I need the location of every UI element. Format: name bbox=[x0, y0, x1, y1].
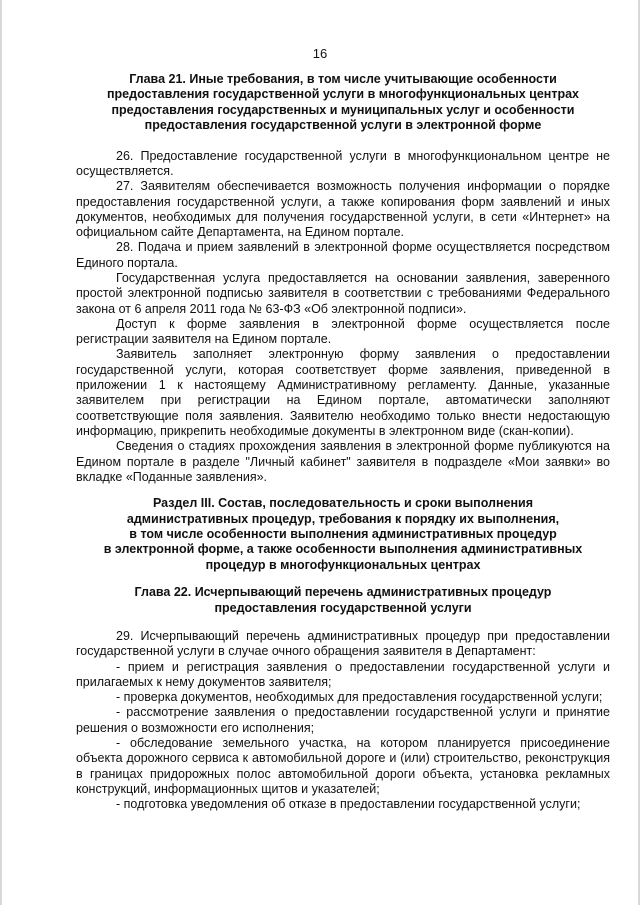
paragraph-29-intro: 29. Исчерпывающий перечень административных процедур при предоставлении государственной услуги в случае очного обращения заявителя в Департамент: bbox=[76, 629, 610, 659]
paragraph-28-form: Заявитель заполняет электронную форму заявления о предоставлении государственной услуги, которая соответствует форме заявления, приведенной в приложении 1 к настоящему Административному регламенту. Данные, указанные заявителем при регистрации на Едином портале, автоматически заполняют соответствующие поля заявления. Заявителю необходимо только внести недостающую информацию, прикрепить необходимые документы в электронном виде (скан-копии). bbox=[76, 347, 610, 438]
paragraph-28-status: Сведения о стадиях прохождения заявления в электронной форме публикуются на Едином портале в разделе "Личный кабинет" заявителя в подразделе «Мои заявки» во вкладке «Поданные заявления». bbox=[76, 439, 610, 484]
paragraph-28-signature: Государственная услуга предоставляется на основании заявления, заверенного простой электронной подписью заявителя в соответствии с требованиями Федерального закона от 6 апреля 2011 года № 63-ФЗ «Об электронной подписи». bbox=[76, 271, 610, 316]
paragraph-27: 27. Заявителям обеспечивается возможность получения информации о порядке предоставления государственной услуги, а также копирования форм заявлений и иных документов, необходимых для получения государственной услуги, в сети «Интернет» на официальном сайте Департамента, на Едином портале. bbox=[76, 179, 610, 240]
heading-line: предоставления государственной услуги bbox=[214, 600, 472, 615]
heading-line: предоставления государственной услуги в многофункциональных центрах bbox=[107, 87, 579, 102]
paragraph-28-access: Доступ к форме заявления в электронной форме осуществляется после регистрации заявителя на Едином портале. bbox=[76, 316, 610, 347]
list-item: - подготовка уведомления об отказе в предоставлении государственной услуги; bbox=[116, 797, 581, 812]
heading-line: административных процедур, требования к порядку их выполнения, bbox=[126, 511, 560, 526]
chapter-22-heading bbox=[76, 585, 610, 616]
heading-line: Раздел III. Состав, последовательность и сроки выполнения bbox=[153, 496, 533, 511]
heading-line: предоставления государственных и муниципальных услуг и особенности bbox=[111, 102, 575, 117]
list-item: - проверка документов, необходимых для предоставления государственной услуги; bbox=[116, 690, 603, 705]
document-body bbox=[76, 72, 610, 813]
heading-line: предоставления государственной услуги в электронной форме bbox=[144, 118, 542, 133]
chapter-21-heading bbox=[76, 72, 610, 134]
paragraph-28: 28. Подача и прием заявлений в электронной форме осуществляется посредством Единого портала. bbox=[76, 240, 610, 270]
heading-line: Глава 22. Исчерпывающий перечень административных процедур bbox=[134, 585, 552, 600]
paragraph-26: 26. Предоставление государственной услуги в многофункциональном центре не осуществляется. bbox=[76, 148, 610, 178]
list-item: - рассмотрение заявления о предоставлении государственной услуги и принятие решения о возможности его исполнения; bbox=[76, 705, 610, 735]
heading-line: в электронной форме, а также особенности выполнения административных bbox=[103, 542, 583, 557]
heading-line: в том числе особенности выполнения административных процедур bbox=[129, 526, 557, 541]
list-item: - прием и регистрация заявления о предоставлении государственной услуги и прилагаемых к нему документов заявителя; bbox=[76, 659, 610, 689]
heading-line: процедур в многофункциональных центрах bbox=[205, 557, 481, 572]
heading-line: Глава 21. Иные требования, в том числе учитывающие особенности bbox=[129, 72, 557, 86]
section-3-heading bbox=[76, 496, 610, 573]
page-number: 16 bbox=[312, 46, 328, 61]
list-item: - обследование земельного участка, на котором планируется присоединение объекта дорожного сервиса к автомобильной дороге и (или) строительство, реконструкция в границах придорожных полос автомобильной дороги объекта, установка рекламных конструкций, информационных щитов и указателей; bbox=[76, 736, 610, 796]
scan-edge-left bbox=[0, 0, 2, 905]
